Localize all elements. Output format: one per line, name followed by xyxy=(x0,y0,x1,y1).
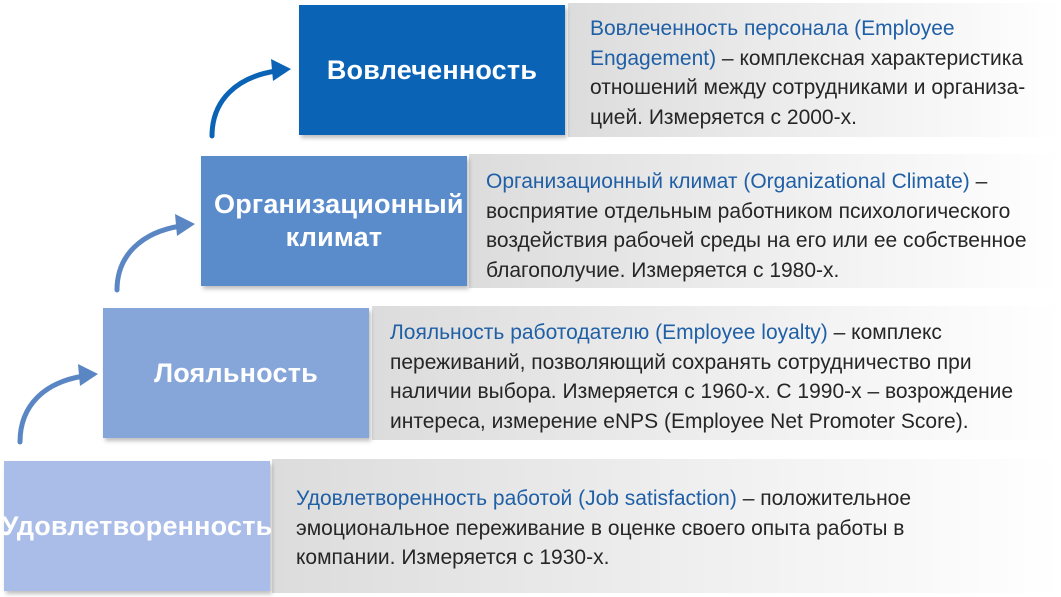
description-engagement xyxy=(590,14,1045,132)
term-loyalty: Лояльность работодателю (Employee loyalty) xyxy=(390,321,828,344)
step-climate-title: Организационный климат xyxy=(214,189,464,252)
definition-climate: – восприятие отдельным работником психологического воздействия рабочей среды на его или ее собственное благополучие. Измеряется с 1980-х. xyxy=(486,170,1027,282)
description-satisfaction xyxy=(296,484,936,573)
step-loyalty-title: Лояльность xyxy=(154,357,318,388)
definition-engagement: – комплексная характеристика отношений между сотрудниками и организа-цией. Измеряется с 2000-х. xyxy=(590,46,1026,129)
step-loyalty xyxy=(103,308,369,438)
description-loyalty xyxy=(390,318,1050,436)
definition-loyalty: – комплекс переживаний, позволяющий сохранять сотрудничество при наличии выбора. Измеряется с 1960-х. С 1990-х – возрождение интереса, измерение eNPS (Employee Net Promoter Score). xyxy=(390,321,1014,433)
arrow-climate-to-engagement-icon xyxy=(212,59,291,136)
step-engagement-title: Вовлеченность xyxy=(326,54,538,85)
arrow-satisfaction-to-loyalty-icon xyxy=(20,364,98,442)
term-engagement: Вовлеченность персонала (Employee Engagement) xyxy=(590,17,955,70)
arrow-loyalty-to-climate-icon xyxy=(117,214,195,290)
step-climate xyxy=(201,156,467,286)
term-climate: Организационный климат (Organizational Climate) xyxy=(486,170,970,193)
definition-satisfaction: – положительное эмоциональное переживание в оценке своего опыта работы в компании. Измеряется с 1930-х. xyxy=(296,487,912,569)
step-satisfaction-title: Удовлетворенность xyxy=(1,510,273,541)
step-satisfaction xyxy=(1,461,273,591)
step-engagement xyxy=(299,5,565,135)
term-satisfaction: Удовлетворенность работой (Job satisfaction) xyxy=(296,487,737,510)
description-climate xyxy=(486,167,1036,285)
